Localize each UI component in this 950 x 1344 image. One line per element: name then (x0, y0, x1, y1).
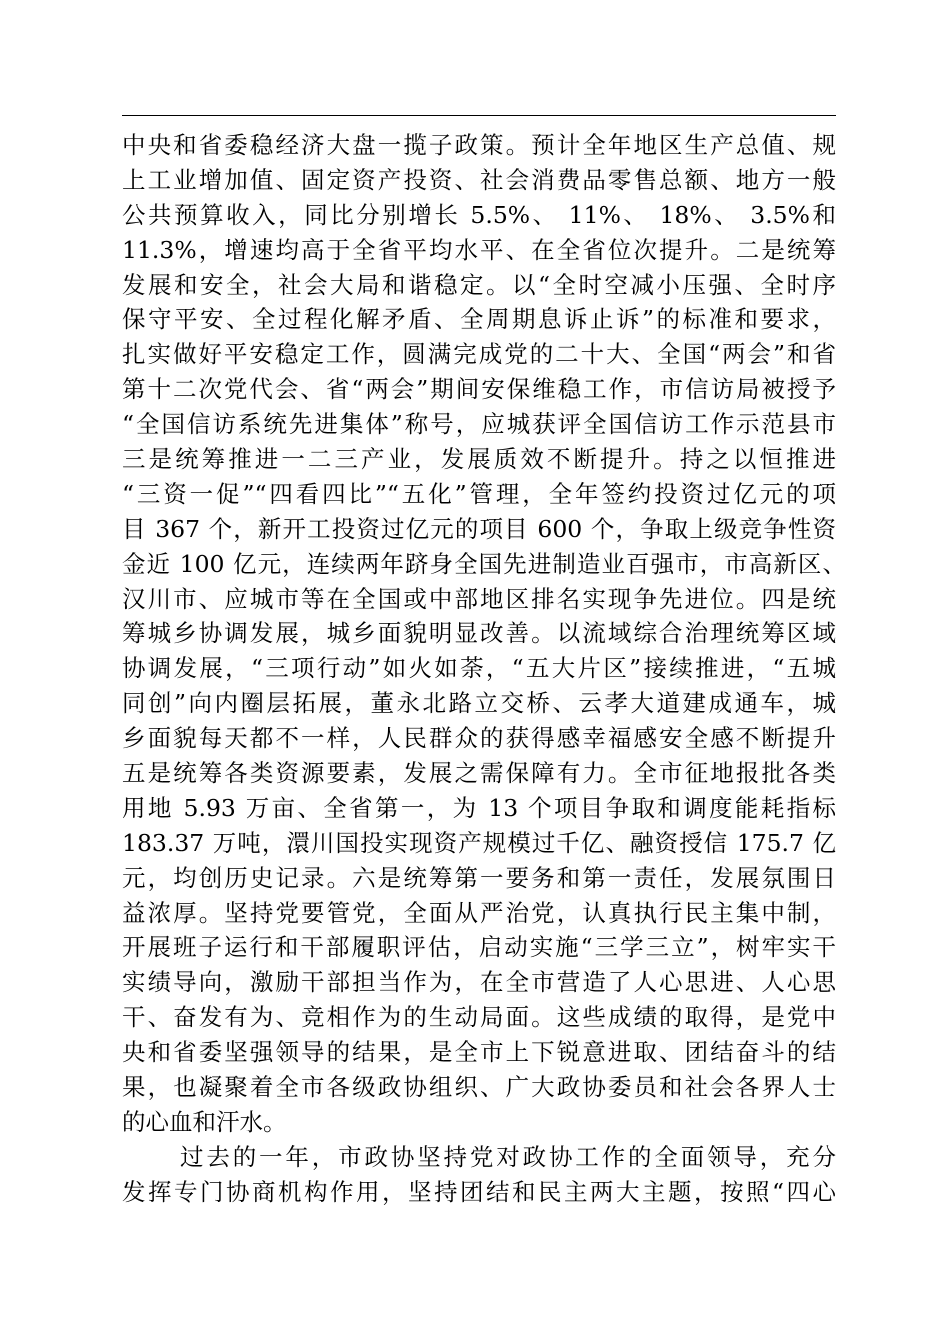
text-line: 协调发展，“三项行动”如火如荼，“五大片区”接续推进，“五城 (122, 654, 836, 683)
header-rule (122, 115, 836, 116)
text-line: 发挥专门协商机构作用，坚持团结和民主两大主题，按照“四心 (122, 1177, 836, 1206)
text-line: 汉川市、应城市等在全国或中部地区排名实现争先进位。四是统 (122, 584, 836, 613)
text-line: 11.3%，增速均高于全省平均水平、在全省位次提升。二是统筹 (122, 235, 836, 264)
text-line: 开展班子运行和干部履职评估，启动实施“三学三立”，树牢实干 (122, 933, 836, 962)
text-line: 元，均创历史记录。六是统筹第一要务和第一责任，发展氛围日 (122, 863, 836, 892)
text-line: 发展和安全，社会大局和谐稳定。以“全时空减小压强、全时序 (122, 270, 836, 299)
text-line: 扎实做好平安稳定工作，圆满完成党的二十大、全国“两会”和省 (122, 340, 836, 369)
text-line: 同创”向内圈层拓展，董永北路立交桥、云孝大道建成通车，城 (122, 689, 836, 718)
text-line: 公共预算收入，同比分别增长 5.5%、 11%、 18%、 3.5%和 (122, 200, 836, 229)
text-line: 三是统筹推进一二三产业，发展质效不断提升。持之以恒推进 (122, 445, 836, 474)
text-line: “三资一促”“四看四比”“五化”管理，全年签约投资过亿元的项 (122, 479, 836, 508)
text-line: 实绩导向，激励干部担当作为，在全市营造了人心思进、人心思 (122, 968, 836, 997)
text-line: 中央和省委稳经济大盘一揽子政策。预计全年地区生产总值、规 (122, 131, 836, 159)
paragraph-first-line: 过去的一年，市政协坚持党对政协工作的全面领导，充分 (180, 1142, 836, 1171)
text-line: 保守平安、全过程化解矛盾、全周期息诉止诉”的标准和要求， (122, 305, 836, 334)
text-line: 第十二次党代会、省“两会”期间安保维稳工作，市信访局被授予 (122, 375, 836, 404)
text-line: 金近 100 亿元，连续两年跻身全国先进制造业百强市，市高新区、 (122, 549, 846, 578)
text-line: 183.37 万吨，澴川国投实现资产规模过千亿、融资授信 175.7 亿 (122, 828, 836, 857)
document-body (122, 128, 846, 1210)
text-line: 央和省委坚强领导的结果，是全市上下锐意进取、团结奋斗的结 (122, 1038, 836, 1067)
text-line: 目 367 个，新开工投资过亿元的项目 600 个，争取上级竞争性资 (122, 514, 836, 543)
text-line: 果，也凝聚着全市各级政协组织、广大政协委员和社会各界人士 (122, 1073, 836, 1102)
text-line: 用地 5.93 万亩、全省第一，为 13 个项目争取和调度能耗指标 (122, 793, 836, 822)
text-line: 益浓厚。坚持党要管党，全面从严治党，认真执行民主集中制， (122, 898, 836, 927)
text-line: 筹城乡协调发展，城乡面貌明显改善。以流域综合治理统筹区域 (122, 619, 836, 648)
text-line: “全国信访系统先进集体”称号，应城获评全国信访工作示范县市 (122, 410, 836, 439)
text-line: 五是统筹各类资源要素，发展之需保障有力。全市征地报批各类 (122, 759, 836, 788)
text-line: 上工业增加值、固定资产投资、社会消费品零售总额、地方一般 (122, 165, 836, 194)
paragraph-last-line: 的心血和汗水。 (122, 1107, 287, 1136)
text-line: 乡面貌每天都不一样，人民群众的获得感幸福感安全感不断提升 (122, 724, 836, 753)
text-line: 干、奋发有为、竞相作为的生动局面。这些成绩的取得，是党中 (122, 1003, 836, 1032)
